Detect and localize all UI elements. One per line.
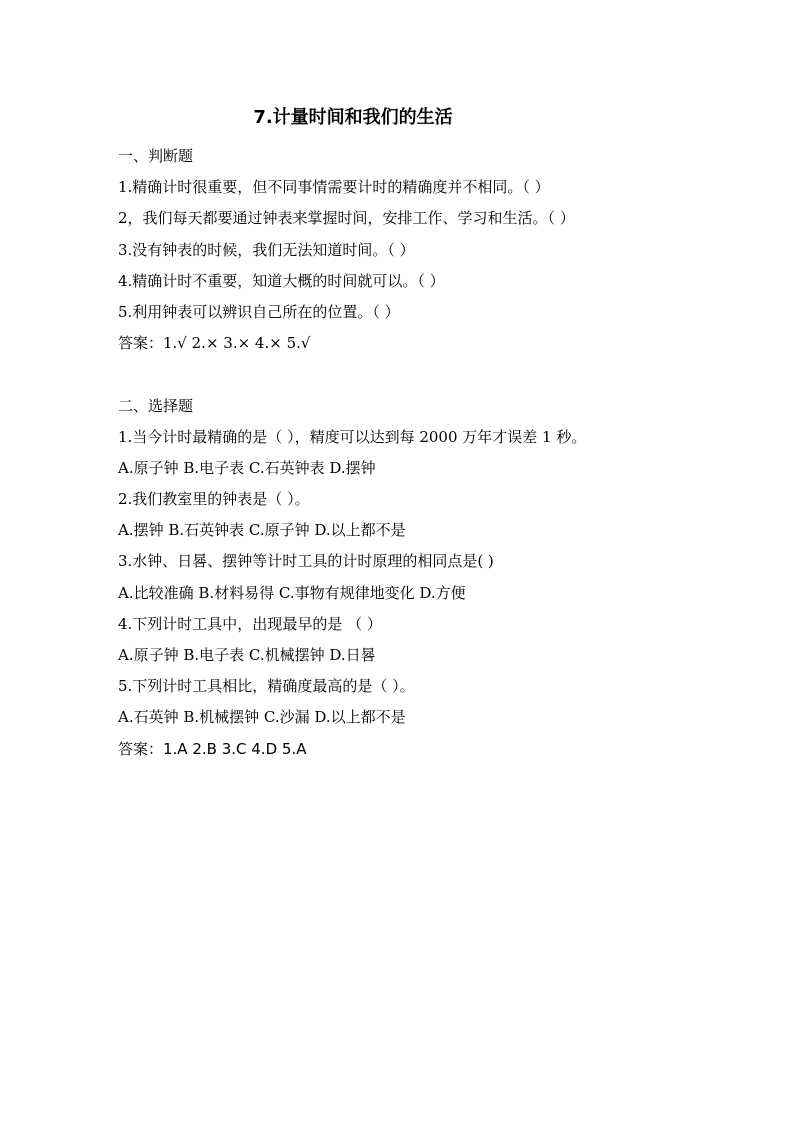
question-item: 1.精确计时很重要，但不同事情需要计时的精确度并不相同。（ ）	[118, 178, 550, 197]
options-line: A.石英钟 B.机械摆钟 C.沙漏 D.以上都不是	[118, 708, 406, 727]
options-line: A.摆钟 B.石英钟表 C.原子钟 D.以上都不是	[118, 521, 406, 540]
question-item: 4.下列计时工具中，出现最早的是 （ ）	[118, 614, 382, 633]
question-item: 1.当今计时最精确的是（ ），精度可以达到每 2000 万年才误差 1 秒。	[118, 427, 587, 446]
document-body	[118, 141, 678, 765]
question-item: 3.没有钟表的时候，我们无法知道时间。（ ）	[118, 240, 415, 259]
question-item: 5.利用钟表可以辨识自己所在的位置。（ ）	[118, 302, 400, 321]
question-item: 2.我们教室里的钟表是（ ）。	[118, 490, 310, 509]
question-item: 3.水钟、日晷、摆钟等计时工具的计时原理的相同点是( )	[118, 552, 494, 571]
page-title: 7.计量时间和我们的生活	[253, 107, 453, 128]
question-item: 4.精确计时不重要，知道大概的时间就可以。（ ）	[118, 271, 445, 290]
question-item: 5.下列计时工具相比，精确度最高的是（ ）。	[118, 677, 415, 696]
section-heading-true-false: 一、判断题	[118, 147, 194, 165]
question-item: 2，我们每天都要通过钟表来掌握时间，安排工作、学习和生活。（ ）	[118, 209, 575, 228]
section-heading-multiple-choice: 二、选择题	[118, 396, 194, 415]
answer-key: 答案：1.A 2.B 3.C 4.D 5.A	[118, 739, 307, 758]
answer-key: 答案：1.√ 2.× 3.× 4.× 5.√	[118, 334, 311, 353]
options-line: A.原子钟 B.电子表 C.石英钟表 D.摆钟	[118, 458, 376, 477]
blank-line	[118, 359, 678, 390]
options-line: A.原子钟 B.电子表 C.机械摆钟 D.日晷	[118, 646, 376, 664]
options-line: A.比较准确 B.材料易得 C.事物有规律地变化 D.方便	[118, 583, 466, 602]
